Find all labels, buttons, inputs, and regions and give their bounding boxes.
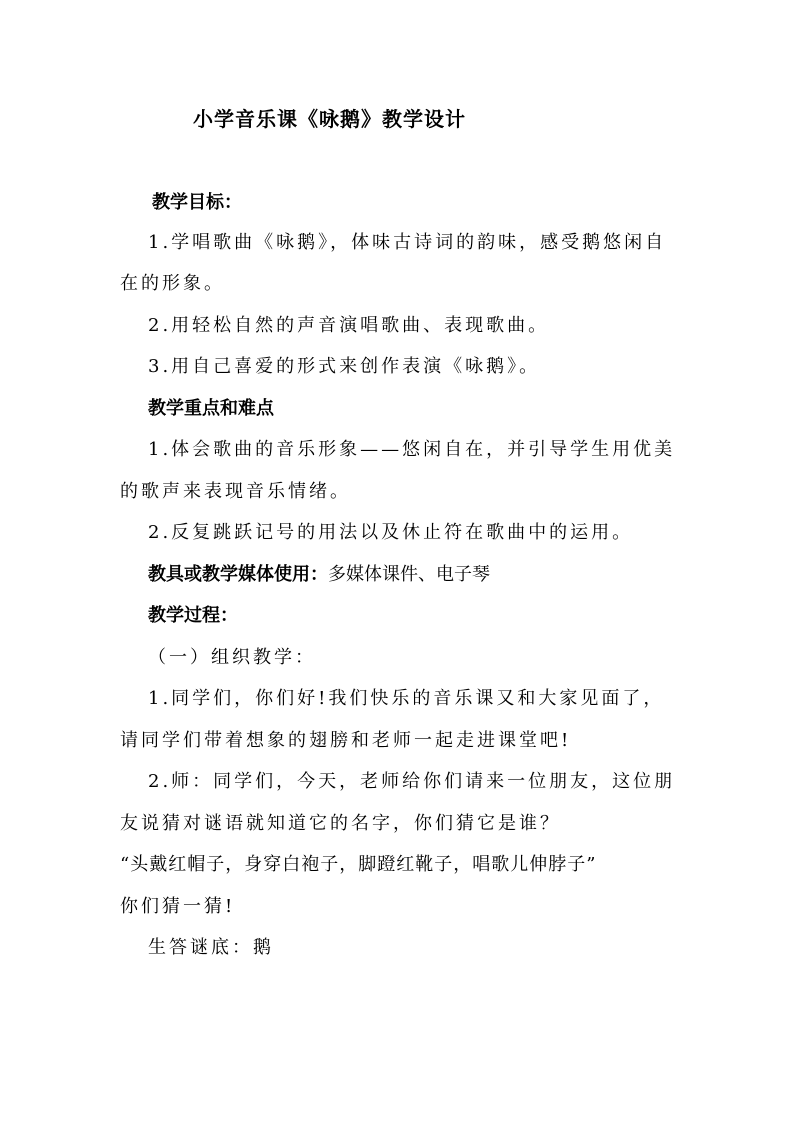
document-title: 小学音乐课《咏鹅》教学设计: [193, 107, 466, 131]
answer-line: 生答谜底：鹅: [148, 937, 274, 958]
key-point-1-line1: 1.体会歌曲的音乐形象——悠闲自在，并引导学生用优美: [148, 439, 676, 460]
objective-1-line1: 1.学唱歌曲《咏鹅》，体味古诗词的韵味，感受鹅悠闲自: [148, 232, 667, 253]
step-1-line2: 请同学们带着想象的翅膀和老师一起走进课堂吧!: [120, 730, 572, 751]
key-point-1-line2: 的歌声来表现音乐情绪。: [120, 481, 351, 502]
key-points-heading: 教学重点和难点: [148, 398, 274, 419]
objective-3: 3.用自己喜爱的形式来创作表演《咏鹅》。: [148, 356, 541, 377]
section-1-heading: （一）组织教学：: [148, 647, 316, 668]
step-1-line1: 1.同学们，你们好!我们快乐的音乐课又和大家见面了，: [148, 688, 665, 709]
objectives-heading: 教学目标：: [152, 192, 242, 213]
media-value: 多媒体课件、电子琴: [328, 564, 490, 585]
riddle-line1: “头戴红帽子，身穿白袍子，脚蹬红靴子，唱歌儿伸脖子”: [120, 854, 597, 875]
media-line: [148, 563, 490, 587]
objective-2: 2.用轻松自然的声音演唱歌曲、表现歌曲。: [148, 315, 550, 336]
step-2-line2: 友说猜对谜语就知道它的名字，你们猜它是谁？: [120, 813, 561, 834]
riddle-line2: 你们猜一猜!: [120, 896, 236, 917]
key-point-2: 2.反复跳跃记号的用法以及休止符在歌曲中的运用。: [148, 522, 634, 543]
media-heading: 教具或教学媒体使用：: [148, 564, 328, 585]
objective-1-line2: 在的形象。: [120, 273, 225, 294]
process-heading: 教学过程：: [148, 605, 238, 626]
step-2-line1: 2.师：同学们，今天，老师给你们请来一位朋友，这位朋: [148, 771, 676, 792]
